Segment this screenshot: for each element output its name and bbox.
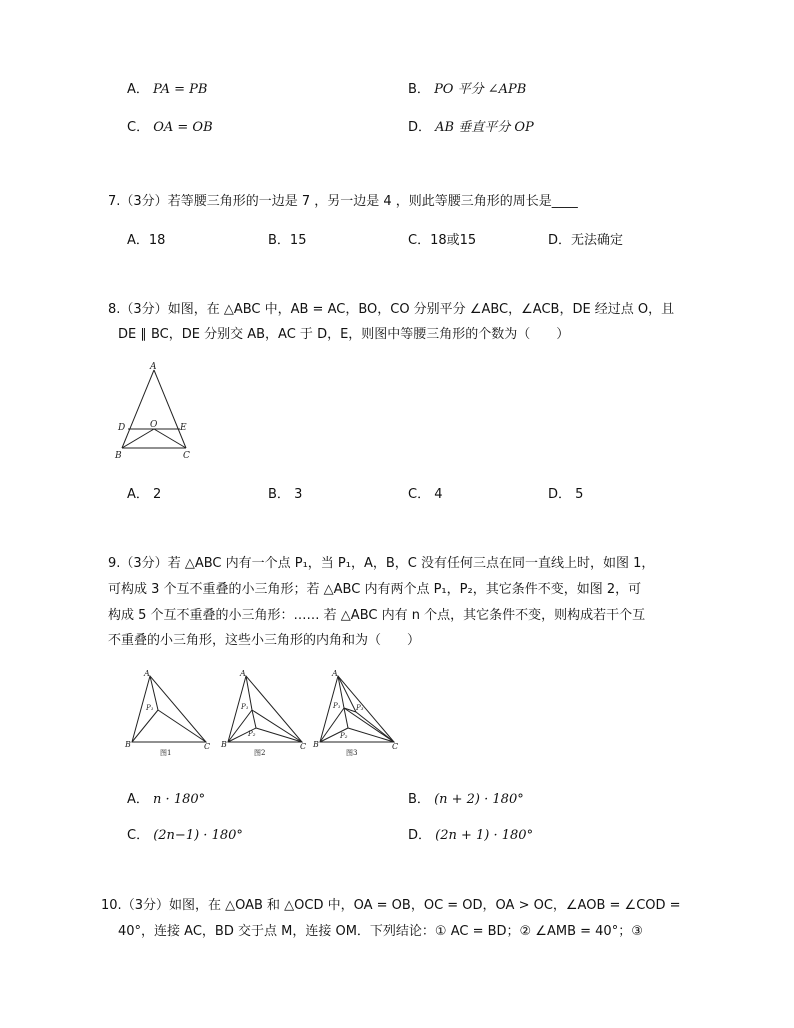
- question-text: 不重叠的小三角形，这些小三角形的内角和为（ ）: [108, 633, 421, 648]
- label-a: A: [144, 669, 150, 678]
- figure-caption: 图3: [346, 749, 358, 757]
- q6-option-d: [408, 116, 534, 135]
- q6-option-c: [127, 116, 213, 135]
- triangle-abc: [132, 676, 206, 742]
- q6-option-a: [127, 78, 207, 97]
- label-e: E: [180, 423, 187, 433]
- label-b: B: [313, 740, 319, 749]
- question-text: 若 △ABC 内有一个点 P₁，当 P₁，A，B，C 没有任何三点在同一直线上时，如图 1，: [167, 556, 655, 571]
- option-label: C．: [127, 120, 150, 135]
- q7-stem: [108, 190, 578, 209]
- question-score: （3分）: [120, 194, 168, 209]
- q9-figure-2: [218, 668, 310, 762]
- option-label: A．: [127, 487, 149, 502]
- option-label: C．: [127, 828, 150, 843]
- q9-stem-line3: [108, 604, 645, 628]
- figure-caption: 图1: [160, 749, 172, 757]
- q9-stem-line2: [108, 578, 641, 602]
- option-text: 5: [575, 487, 584, 502]
- option-label: D．: [408, 120, 432, 135]
- q9-option-b: [408, 788, 524, 807]
- label-a: A: [240, 669, 246, 678]
- label-b: B: [221, 740, 227, 749]
- label-c: C: [392, 742, 399, 751]
- q9-stem-line4: [108, 629, 420, 653]
- q8-option-d: [548, 483, 583, 502]
- segment-cp1: [252, 710, 302, 742]
- label-a: A: [332, 669, 338, 678]
- segment-ab: [122, 370, 154, 448]
- question-text: 若等腰三角形的一边是 7 ，另一边是 4 ，则此等腰三角形的周长是____: [167, 194, 578, 209]
- q9-stem-line1: [108, 552, 654, 576]
- question-text: 如图，在 △OAB 和 △OCD 中，OA = OB，OC = OD，OA > OC，∠AOB = ∠COD =: [168, 898, 681, 913]
- label-p1: P₁: [333, 702, 341, 710]
- triangle-abc: [228, 676, 302, 742]
- figure-caption: 图2: [254, 749, 266, 757]
- segment-cp1: [158, 710, 206, 742]
- segment-cp3: [356, 712, 394, 742]
- option-text: AB 垂直平分 OP: [435, 120, 534, 135]
- option-text: 4: [434, 487, 443, 502]
- q8-option-c: [408, 483, 443, 502]
- option-label: C．: [408, 233, 431, 248]
- question-text: 如图，在 △ABC 中，AB = AC，BO，CO 分别平分 ∠ABC，∠ACB，DE 经过点 O，且: [167, 302, 675, 317]
- question-score: （3分）: [120, 556, 168, 571]
- question-number: 7.: [108, 194, 121, 209]
- label-p3: P₃: [356, 704, 364, 712]
- option-label: D．: [408, 828, 432, 843]
- q9-option-a: [127, 788, 205, 807]
- segment-cp2: [256, 728, 302, 742]
- label-b: B: [125, 740, 131, 749]
- label-c: C: [183, 451, 190, 460]
- question-number: 10.: [101, 898, 122, 913]
- question-text: 可构成 3 个互不重叠的小三角形；若 △ABC 内有两个点 P₁，P₂，其它条件不变，如图 2，可: [108, 582, 642, 597]
- label-a: A: [150, 362, 157, 372]
- q7-option-c: [408, 229, 476, 248]
- option-text: (n + 2) · 180°: [434, 792, 524, 807]
- q9-option-d: [408, 824, 533, 843]
- segment-ac: [154, 370, 186, 448]
- q9-figure-1: [122, 668, 214, 762]
- option-text: 3: [294, 487, 303, 502]
- option-text: (2n + 1) · 180°: [435, 828, 534, 843]
- q9-figure-3: [312, 668, 404, 762]
- q8-option-a: [127, 483, 161, 502]
- option-label: B．: [268, 487, 290, 502]
- question-number: 9.: [108, 556, 121, 571]
- q9-option-c: [127, 824, 243, 843]
- option-label: B．: [408, 82, 430, 97]
- question-text: 40°，连接 AC，BD 交于点 M，连接 OM．下列结论：① AC = BD；② ∠AMB = 40°；③: [118, 924, 643, 939]
- label-p2: P₂: [248, 730, 256, 738]
- option-text: (2n−1) · 180°: [153, 828, 243, 843]
- label-c: C: [300, 742, 307, 751]
- q7-option-a: [127, 229, 165, 248]
- q8-figure: [112, 360, 196, 460]
- label-o: O: [150, 420, 158, 430]
- q7-option-d: [548, 229, 623, 248]
- question-number: 8.: [108, 302, 121, 317]
- label-p1: P₁: [241, 703, 249, 711]
- option-label: A．: [127, 792, 149, 807]
- question-text: DE ∥ BC，DE 分别交 AB，AC 于 D，E，则图中等腰三角形的个数为（ ）: [118, 327, 570, 342]
- option-text: 15: [289, 233, 307, 248]
- option-label: B．: [268, 233, 290, 248]
- option-label: A．: [127, 233, 149, 248]
- option-text: n · 180°: [153, 792, 206, 807]
- option-text: OA = OB: [153, 120, 213, 135]
- q7-option-b: [268, 229, 306, 248]
- option-text: PO 平分 ∠APB: [434, 82, 527, 97]
- q10-stem-line2: [118, 920, 643, 944]
- option-text: 18或15: [430, 233, 477, 248]
- label-b: B: [115, 451, 122, 460]
- option-text: 2: [153, 487, 162, 502]
- option-label: A．: [127, 82, 149, 97]
- label-p1: P₁: [146, 704, 154, 712]
- q8-option-b: [268, 483, 302, 502]
- question-text: 构成 5 个互不重叠的小三角形：…… 若 △ABC 内有 n 个点，其它条件不变，则构成若干个互: [108, 608, 646, 623]
- segment-p1p2: [344, 708, 348, 728]
- question-score: （3分）: [120, 302, 168, 317]
- label-p2: P₂: [340, 732, 348, 740]
- option-text: 18: [148, 233, 166, 248]
- q8-stem-line1: [108, 298, 674, 322]
- label-d: D: [118, 423, 126, 433]
- q8-stem-line2: [118, 323, 569, 347]
- q10-stem-line1: [101, 894, 681, 918]
- label-c: C: [204, 742, 211, 751]
- question-score: （3分）: [121, 898, 169, 913]
- option-text: PA = PB: [153, 82, 208, 97]
- option-label: B．: [408, 792, 430, 807]
- segment-cp2: [348, 728, 394, 742]
- q6-option-b: [408, 78, 526, 97]
- option-label: D．: [548, 487, 572, 502]
- option-label: D．: [548, 233, 572, 248]
- segment-bo: [122, 429, 154, 448]
- option-label: C．: [408, 487, 431, 502]
- option-text: 无法确定: [571, 233, 624, 248]
